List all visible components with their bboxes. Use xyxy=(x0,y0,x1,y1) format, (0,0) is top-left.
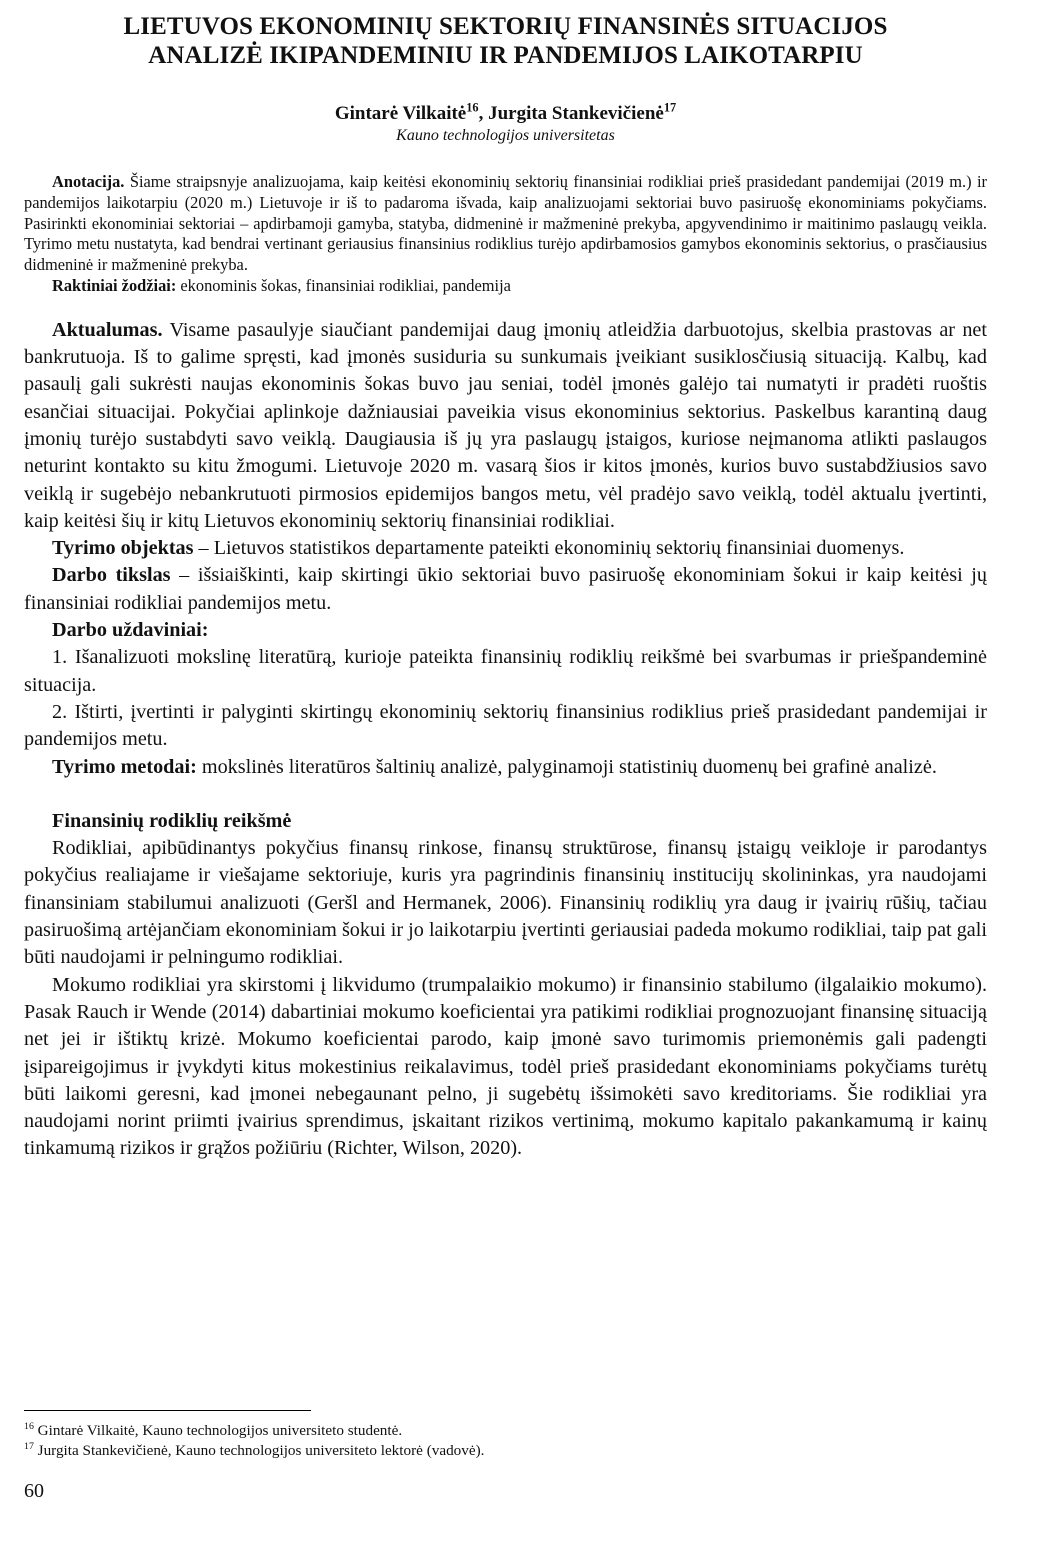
objektas-label: Tyrimo objektas xyxy=(52,537,194,560)
abstract-text: Šiame straipsnyje analizuojama, kaip keitėsi ekonominių sektorių finansiniai rodikliai prieš prasidedant pandemijai (2019 m.) ir pandemijos laikotarpiu (2020 m.) Lietuvoje ir iš to padaroma išvada, kaip analizuojami sektoriai buvo pasiruošę ekonominiams pokyčiams. Pasirinkti ekonominiai sektoriai – apdirbamoji gamyba, statyba, didmeninė ir mažmeninė prekyba, apgyvendinimo ir maitinimo paslaugų veikla. Tyrimo metu nustatyta, kad bendrai vertinant geriausius finansinius rodiklius turėjo apdirbamosios gamybos ekonominis sektorius, o prasčiausius didmeninė ir mažmeninė prekyba. xyxy=(24,172,987,275)
objektas-text: – Lietuvos statistikos departamente pateikti ekonominių sektorių finansiniai duomenys. xyxy=(193,537,905,560)
title-line-1: LIETUVOS EKONOMINIŲ SEKTORIŲ FINANSINĖS SITUACIJOS xyxy=(123,13,888,40)
metodai-paragraph xyxy=(24,754,987,781)
abstract-label: Anotacija. xyxy=(52,172,125,191)
author-1-footnote-mark: 16 xyxy=(466,100,479,115)
tikslas-paragraph xyxy=(24,562,987,617)
abstract xyxy=(24,172,987,297)
footnote-17-number: 17 xyxy=(24,1440,34,1452)
tikslas-text: – išsiaiškinti, kaip skirtingi ūkio sektoriai buvo pasiruošę ekonominiam šokui ir kaip keitėsi jų finansiniai rodikliai pandemijos metu. xyxy=(24,564,987,614)
section-heading: Finansinių rodiklių reikšmė xyxy=(52,809,292,832)
uzdaviniai-heading xyxy=(24,617,987,644)
footnote-16-number: 16 xyxy=(24,1420,34,1432)
affiliation: Kauno technologijos universitetas xyxy=(396,127,615,144)
objektas-paragraph xyxy=(24,535,987,562)
article-title xyxy=(24,0,987,70)
keywords-paragraph xyxy=(24,276,987,297)
aktualumas-paragraph xyxy=(24,317,987,535)
author-2: Jurgita Stankevičienė xyxy=(488,103,664,124)
author-separator: , xyxy=(478,103,489,124)
footnotes xyxy=(24,1421,987,1461)
aktualumas-label: Aktualumas. xyxy=(52,318,163,341)
footnote-16 xyxy=(24,1421,987,1441)
body-paragraph-2: Mokumo rodikliai yra skirstomi į likvidumo (trumpalaikio mokumo) ir finansinio stabilumo (ilgalaikio mokumo). Pasak Rauch ir Wende (2014) dabartiniai mokumo koeficientai yra patikimi rodikliai prognozuojant finansinę situaciją net jei ir ištiktų krizė. Mokumo koeficientai parodo, kaip įmonė savo turimomis priemonėmis gali padengti įsipareigojimus ir įvykdyti kitus mokestinius reikalavimus, todėl prieš prasidedant ekonominiams pokyčiams turėtų būti laikomi geresni, kad įmonei nebegaunant pelno, ji sugebėtų išsimokėti savo kreditoriams. Šie rodikliai yra naudojami norint priimti įvairius sprendimus, įskaitant rizikos vertinimą, mokumo kapitalo pakankamumą ir kainų tinkamumą rizikos ir grąžos požiūriu (Richter, Wilson, 2020). xyxy=(24,973,987,1160)
authors xyxy=(24,102,987,126)
footnote-divider xyxy=(24,1410,311,1411)
article-body xyxy=(24,317,987,1163)
keywords-label: Raktiniai žodžiai: xyxy=(52,275,177,295)
author-1: Gintarė Vilkaitė xyxy=(334,103,467,124)
tikslas-label: Darbo tikslas xyxy=(52,564,171,587)
uzdavinys-1: 1. Išanalizuoti mokslinę literatūrą, kurioje pateikta finansinių rodiklių reikšmė bei svarbumas ir priešpandeminė situacija. xyxy=(24,646,987,696)
page xyxy=(24,0,987,1163)
abstract-paragraph xyxy=(24,172,987,276)
keywords-text: ekonominis šokas, finansiniai rodikliai, pandemija xyxy=(176,275,511,295)
aktualumas-text: Visame pasaulyje siaučiant pandemijai daug įmonių atleidžia darbuotojus, skelbia prastovas ar net bankrutuoja. Iš to galime spręsti, kad įmonės susiduria su sunkumais įveikiant susiklosčiusią situaciją. Kalbų, kad pasaulį gali sukrėsti naujas ekonominis šokas buvo jau seniai, todėl įmonės galėjo tai numatyti ir pradėti ruoštis esančiai situacijai. Pokyčiai aplinkoje dažniausiai paveikia visus ekonominius sektorius. Paskelbus karantiną daug įmonių turėjo sustabdyti savo veiklą. Daugiausia iš jų yra paslaugų įstaigos, kuriose neįmanoma atlikti paslaugos neturint kontakto su kitu žmogumi. Lietuvoje 2020 m. vasarą šios ir kitos įmonės, kurios buvo sustabdžiusios savo veiklą ir sugebėjo nebankrutuoti pirmosios epidemijos bangos metu, vėl pradėjo savo veiklą, todėl aktualu įvertinti, kaip keitėsi šių ir kitų Lietuvos ekonominių sektorių finansiniai rodikliai. xyxy=(24,318,987,532)
metodai-text: mokslinės literatūros šaltinių analizė, palyginamoji statistinių duomenų bei grafinė analizė. xyxy=(196,755,937,778)
footnote-17-text: Jurgita Stankevičienė, Kauno technologijos universiteto lektorė (vadovė). xyxy=(33,1442,485,1459)
metodai-label: Tyrimo metodai: xyxy=(52,755,197,778)
author-2-footnote-mark: 17 xyxy=(663,100,677,115)
page-number: 60 xyxy=(24,1480,44,1502)
footnote-16-text: Gintarė Vilkaitė, Kauno technologijos universiteto studentė. xyxy=(33,1422,403,1439)
uzdavinys-2: 2. Ištirti, įvertinti ir palyginti skirtingų ekonominių sektorių finansinius rodiklius prieš prasidedant pandemijai ir pandemijos metu. xyxy=(24,700,987,751)
title-line-2: ANALIZĖ IKIPANDEMINIU IR PANDEMIJOS LAIKOTARPIU xyxy=(148,42,863,69)
uzdaviniai-label: Darbo uždaviniai: xyxy=(52,619,209,642)
footnote-17 xyxy=(24,1441,987,1461)
body-paragraph-1: Rodikliai, apibūdinantys pokyčius finansų rinkose, finansų struktūrose, finansų įstaigų veikloje ir parodantys pokyčius realiajame ir viešajame sektoriuje, kuris yra pagrindinis finansinių institucijų skolininkas, yra naudojami finansiniam stabilumui analizuoti (Geršl and Hermanek, 2006). Finansinių rodiklių yra daug ir įvairių rūšių, tačiau pasiruošimą artėjančiam ekonominiam šokui ir jo laikotarpiu įvertinti geriausiai padeda mokumo rodikliai, taip pat gali būti naudojami ir pelningumo rodikliai. xyxy=(24,837,987,969)
